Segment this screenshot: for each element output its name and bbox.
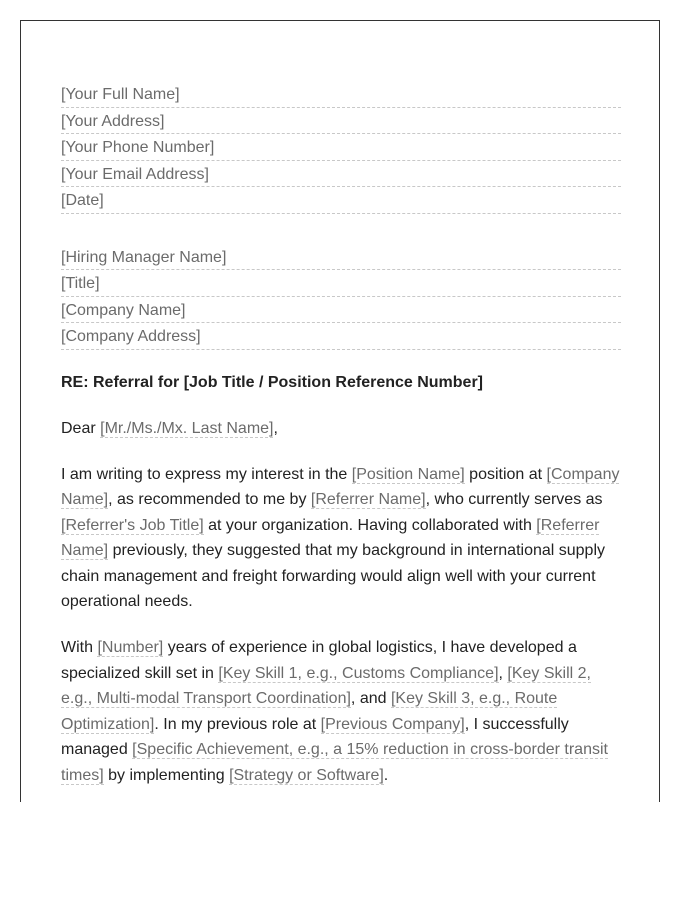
- p2-text: , and: [350, 690, 391, 708]
- p1-text: position at: [464, 465, 547, 483]
- block-spacer: [61, 214, 621, 244]
- p2-text: , I successfully managed: [61, 715, 569, 759]
- salutation-suffix: ,: [273, 419, 278, 437]
- sender-block: [61, 81, 621, 214]
- p1-text: at your organization. Having collaborated with: [203, 516, 537, 534]
- letter-page: [20, 20, 660, 802]
- p2-text: . In my previous role at: [154, 715, 321, 733]
- years-number-placeholder[interactable]: [Number]: [97, 639, 164, 657]
- referrer-name-placeholder[interactable]: [Referrer Name]: [310, 491, 426, 509]
- sender-phone-field[interactable]: [Your Phone Number]: [61, 134, 621, 161]
- salutation: [61, 416, 621, 442]
- referrer-job-title-placeholder[interactable]: [Referrer's Job Title]: [61, 516, 204, 534]
- sender-email-field[interactable]: [Your Email Address]: [61, 161, 621, 188]
- date-field[interactable]: [Date]: [61, 187, 621, 214]
- recipient-block: [61, 244, 621, 350]
- p2-text: by implementing: [103, 767, 230, 785]
- specific-achievement-placeholder[interactable]: [Specific Achievement, e.g., a 15% reduction in cross-border transit times]: [61, 741, 608, 785]
- p2-text: years of experience in global logistics, I have developed a specialized skill set in: [61, 639, 577, 682]
- p1-text: previously, they suggested that my background in international supply chain management and freight forwarding would align well with your current operational needs.: [61, 542, 606, 611]
- position-name-placeholder[interactable]: [Position Name]: [351, 465, 465, 483]
- subject-line: RE: Referral for [Job Title / Position Reference Number]: [61, 373, 484, 391]
- key-skill-2-placeholder[interactable]: [Key Skill 2, e.g., Multi-modal Transport Coordination]: [61, 664, 591, 708]
- sender-name-field[interactable]: [Your Full Name]: [61, 81, 621, 108]
- hiring-manager-field[interactable]: [Hiring Manager Name]: [61, 244, 621, 271]
- letter-body: [61, 81, 621, 789]
- paragraph-1: [61, 462, 621, 616]
- company-address-field[interactable]: [Company Address]: [61, 323, 621, 350]
- paragraph-2: [61, 635, 621, 789]
- sender-address-field[interactable]: [Your Address]: [61, 108, 621, 135]
- company-name-field[interactable]: [Company Name]: [61, 297, 621, 324]
- recipient-title-field[interactable]: [Title]: [61, 270, 621, 297]
- key-skill-1-placeholder[interactable]: [Key Skill 1, e.g., Customs Compliance]: [218, 664, 499, 682]
- p1-text: I am writing to express my interest in the: [61, 465, 352, 483]
- referrer-name-placeholder[interactable]: [Referrer Name]: [61, 516, 600, 560]
- p1-text: , who currently serves as: [425, 491, 603, 509]
- p1-text: , as recommended to me by: [108, 491, 311, 509]
- previous-company-placeholder[interactable]: [Previous Company]: [320, 715, 465, 733]
- strategy-software-placeholder[interactable]: [Strategy or Software]: [229, 767, 384, 785]
- p2-text: .: [383, 767, 389, 785]
- company-name-placeholder[interactable]: [Company Name]: [61, 465, 620, 509]
- p2-text: ,: [498, 664, 508, 682]
- salutation-prefix: Dear: [61, 419, 101, 437]
- p2-text: With: [61, 639, 98, 657]
- recipient-last-name-placeholder[interactable]: [Mr./Ms./Mx. Last Name]: [100, 419, 274, 437]
- key-skill-3-placeholder[interactable]: [Key Skill 3, e.g., Route Optimization]: [61, 690, 558, 733]
